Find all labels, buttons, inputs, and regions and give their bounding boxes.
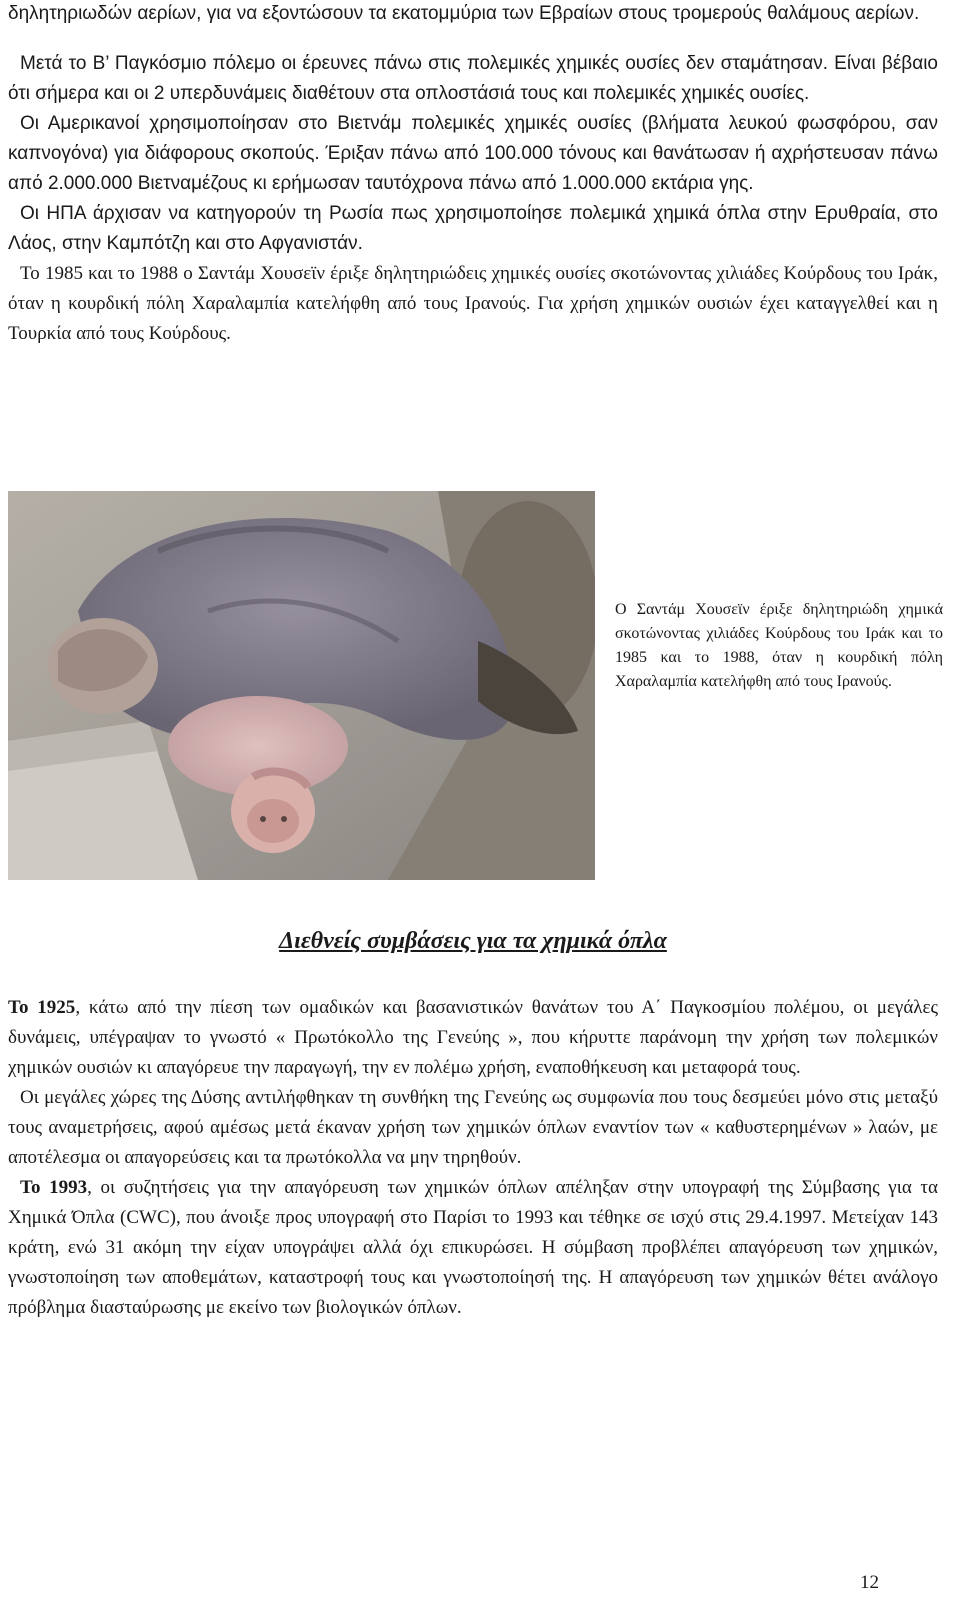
paragraph-saddam: Το 1985 και το 1988 ο Σαντάμ Χουσεϊν έριξε δηλητηριώδεις χημικές ουσίες σκοτώνοντας χιλιάδες Κούρδους του Ιράκ, όταν η κουρδική πόλη Χαραλαμπία κατελήφθη από τους Ιρανούς. Για χρήση χημικών ουσιών έχει καταγγελθεί και η Τουρκία από τους Κούρδους. [8, 263, 938, 344]
paragraph-western-countries: Οι μεγάλες χώρες της Δύσης αντιλήφθηκαν τη συνθήκη της Γενεύης ως συμφωνία που τους δεσμεύει μόνο στις μεταξύ τους αναμετρήσεις, αφού αμέσως μετά έκαναν χρήση των χημικών όπλων εναντίον των « καθυστερημένων » λαών, με αποτέλεσμα οι απαγορεύσεις και τα πρωτόκολλα να μην τηρηθούν. [8, 1087, 938, 1168]
photo-caption: Ο Σαντάμ Χουσεϊν έριξε δηλητηριώδη χημικά σκοτώνοντας χιλιάδες Κούρδους του Ιράκ και το 1985 και το 1988, όταν η κουρδική πόλη Χαραλαμπία κατελήφθη από τους Ιρανούς. [615, 601, 943, 690]
halabja-photo [8, 491, 595, 880]
paragraph-1993 [8, 1173, 938, 1323]
photo-with-caption [8, 491, 943, 881]
top-text-block [8, 0, 938, 349]
paragraph-usa-russia: Οι ΗΠΑ άρχισαν να κατηγορούν τη Ρωσία πως χρησιμοποίησε πολεμικά χημικά όπλα στην Ερυθραία, στο Λάος, στην Καμπότζη και στο Αφγανιστάν. [8, 203, 938, 254]
paragraph-vietnam: Οι Αμερικανοί χρησιμοποίησαν στο Βιετνάμ πολεμικές χημικές ουσίες (βλήματα λευκού φωσφόρου, σαν καπνογόνα) για διάφορους σκοπούς. Έριξαν πάνω από 100.000 τόνους και θανάτωσαν ή αχρήστευσαν πάνω από 2.000.000 Βιετναμέζους κι ερήμωσαν ταυτόχρονα πάνω από 1.000.000 εκτάρια γης. [8, 113, 938, 194]
paragraph-1925-text: , κάτω από την πίεση των ομαδικών και βασανιστικών θανάτων του Α΄ Παγκοσμίου πολέμου, οι μεγάλες δυνάμεις, υπέγραψαν το γνωστό « Πρωτόκολλο της Γενεύης », που κήρυττε παράνομη την χρήση των πολεμικών χημικών ουσιών κι απαγόρευε την παραγωγή, την εν πολέμω χρήση, εναποθήκευση και μεταφορά τους. [8, 997, 938, 1078]
page-number: 12 [860, 1572, 879, 1593]
paragraph-gas-chambers: δηλητηριωδών αερίων, για να εξοντώσουν τα εκατομμύρια των Εβραίων στους τρομερούς θαλάμους αερίων. [8, 3, 920, 24]
paragraph-after-ww2: Μετά το Β’ Παγκόσμιο πόλεμο οι έρευνες πάνω στις πολεμικές χημικές ουσίες δεν σταμάτησαν. Είναι βέβαιο ότι σήμερα και οι 2 υπερδυνάμεις διαθέτουν στα οπλοστάσιά τους και πολεμικές χημικές ουσίες. [8, 53, 938, 104]
paragraph-1993-text: , οι συζητήσεις για την απαγόρευση των χημικών όπλων απέληξαν στην υπογραφή της Σύμβασης για τα Χημικά Όπλα (CWC), που άνοιξε προς υπογραφή στο Παρίσι το 1993 και τέθηκε σε ισχύ στις 29.4.1997. Μετείχαν 143 κράτη, ενώ 31 ακόμη την είχαν υπογράψει αλλά όχι επικυρώσει. Η σύμβαση προβλέπει απαγόρευση των χημικών, γνωστοποίηση των αποθεμάτων, καταστροφή τους και γνωστοποίησή της. Η απαγόρευση των χημικών θέτει ανάλογο πρόβλημα διασταύρωσης με εκείνο των βιολογικών όπλων. [8, 1177, 938, 1318]
year-1993-label: Το 1993 [20, 1177, 88, 1198]
paragraph-1925 [8, 993, 938, 1083]
conventions-text-block [8, 993, 938, 1323]
halabja-photo-illustration [8, 491, 595, 880]
section-title: Διεθνείς συμβάσεις για τα χημικά όπλα [279, 928, 667, 954]
year-1925-label: Το 1925 [8, 997, 76, 1018]
